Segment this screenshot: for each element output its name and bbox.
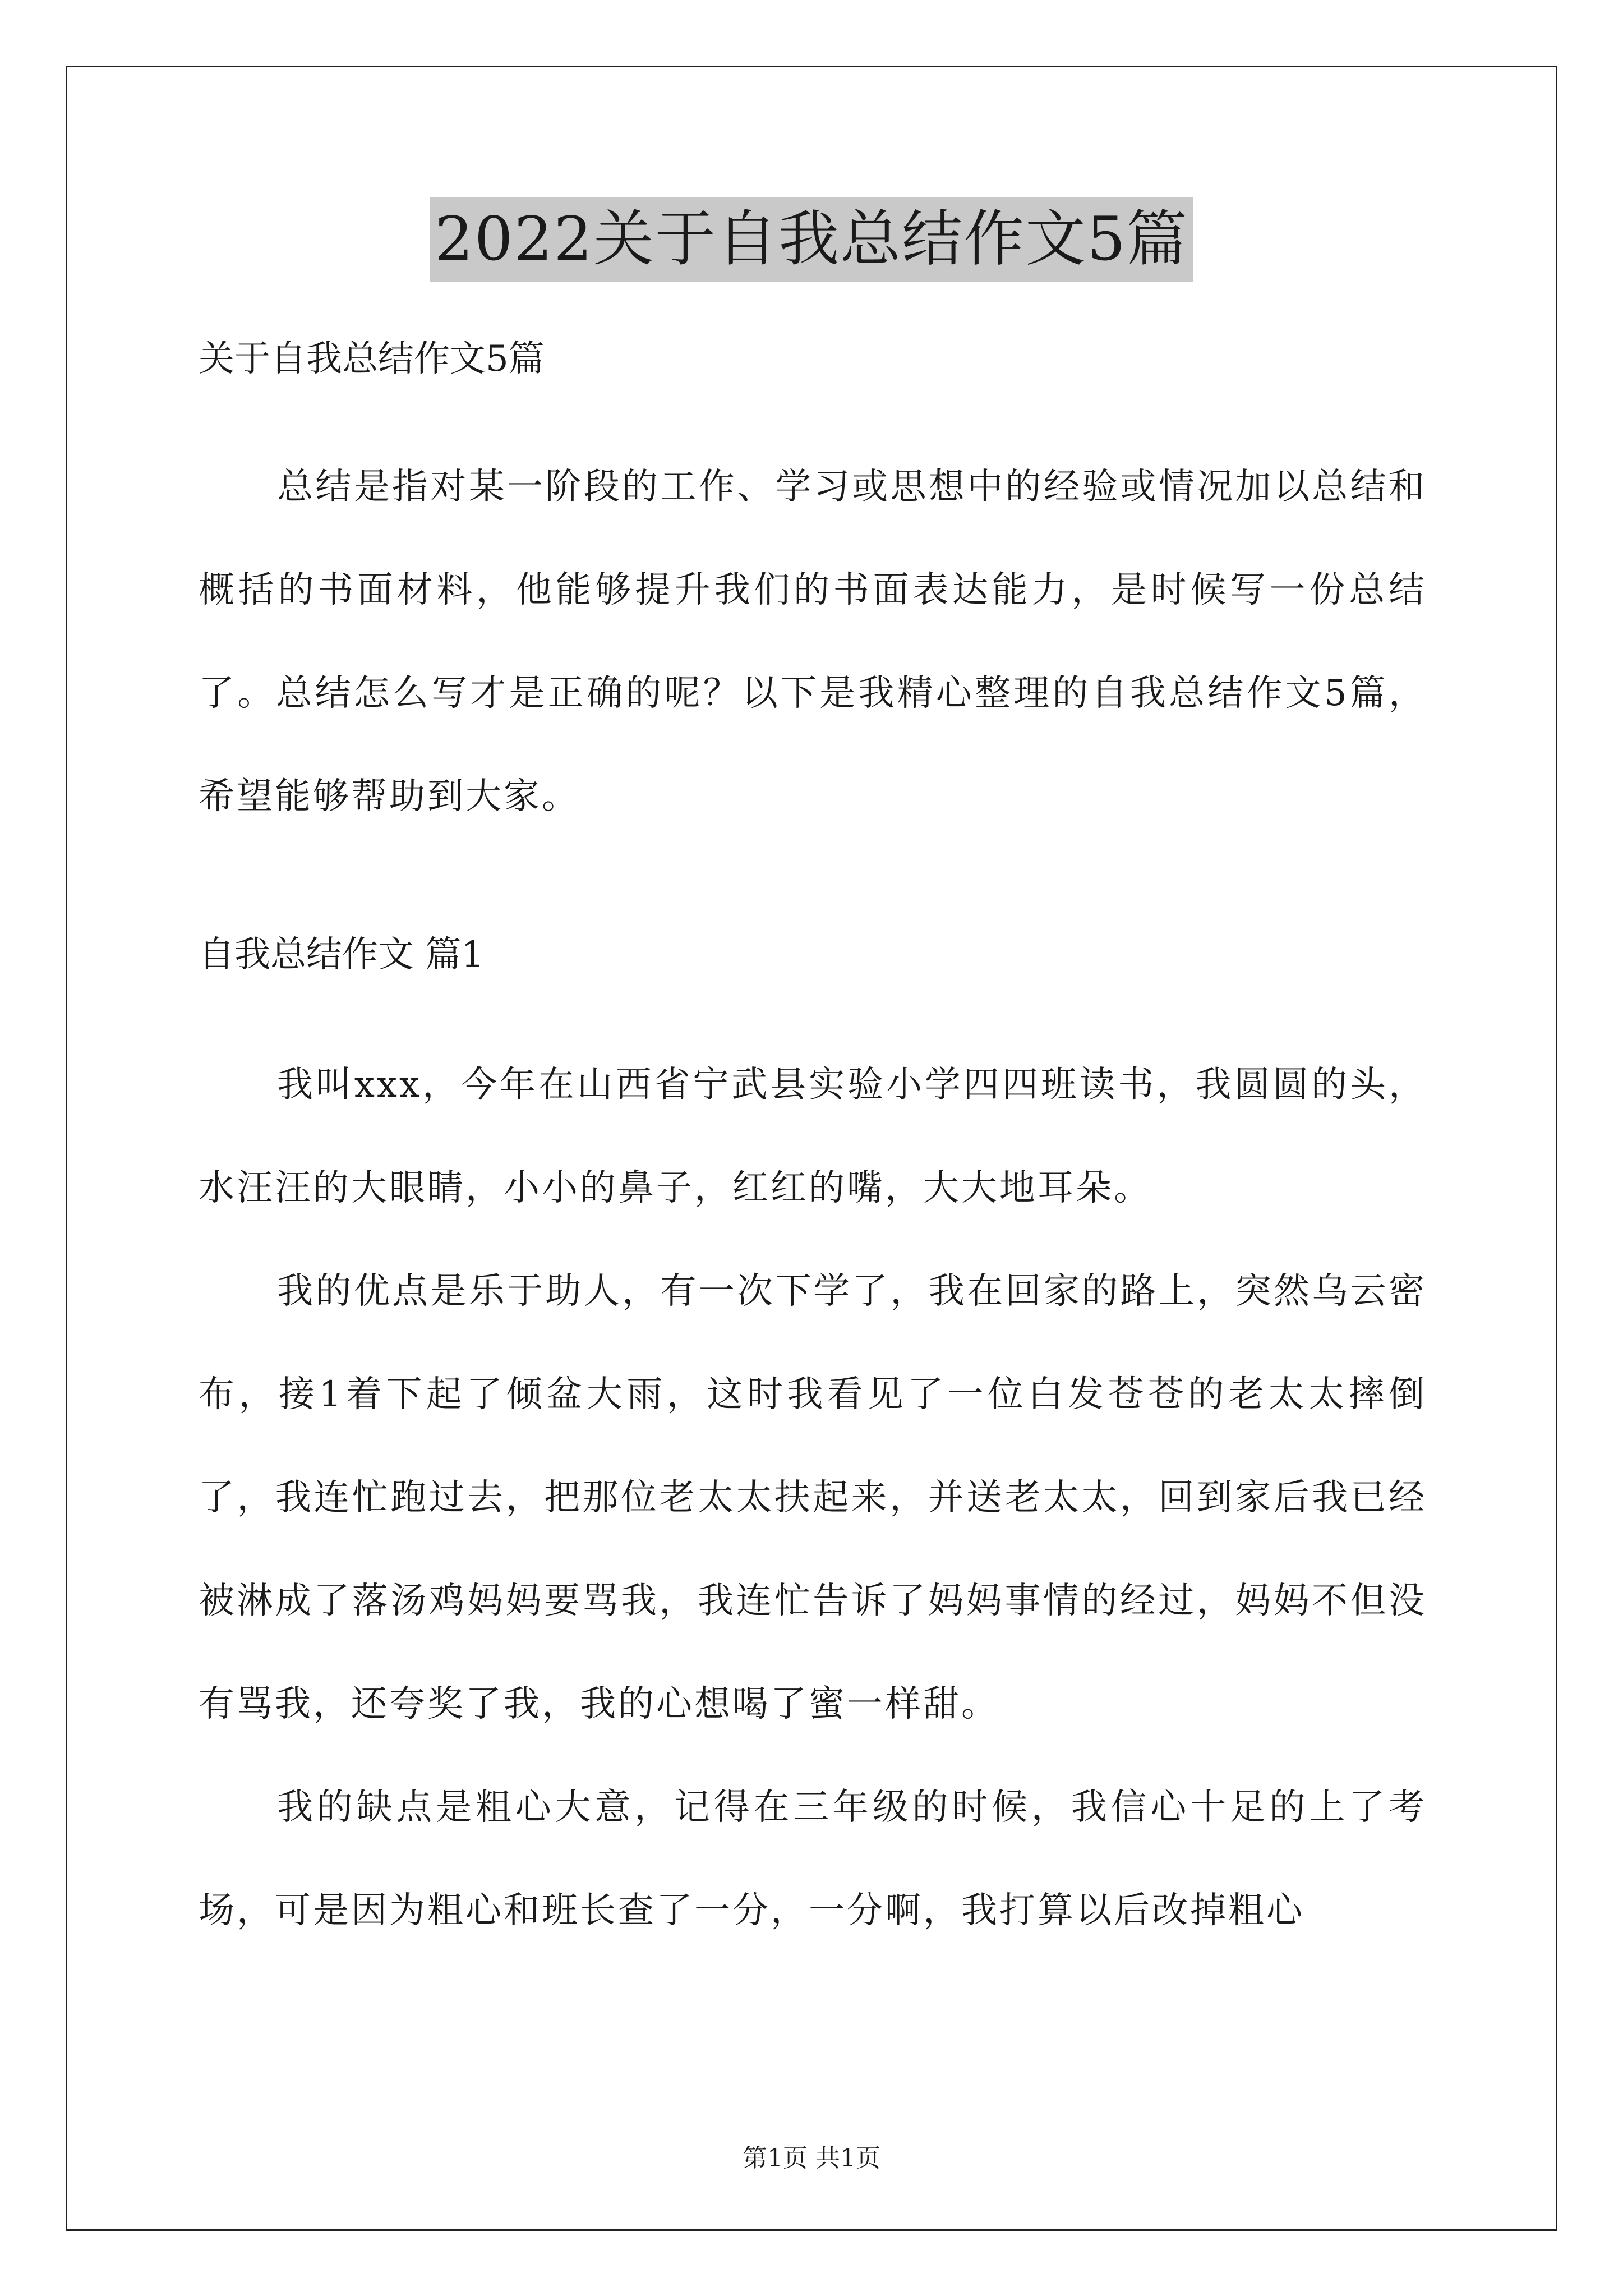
section-title: 自我总结作文 篇1 bbox=[199, 934, 485, 976]
body-paragraph-2: 我的优点是乐于助人，有一次下学了，我在回家的路上，突然乌云密布，接1着下起了倾盆大雨，这时我看见了一位白发苍苍的老太太摔倒了，我连忙跑过去，把那位老太太扶起来，并送老太太，回到家后我已经被淋成了落汤鸡妈妈要骂我，我连忙告诉了妈妈事情的经过，妈妈不但没有骂我，还夸奖了我，我的心想喝了蜜一样甜。 bbox=[199, 1271, 1427, 1725]
document-body bbox=[199, 325, 1427, 1962]
page-footer: 第1页 共1页 bbox=[743, 2144, 880, 2173]
body-paragraph-3: 我的缺点是粗心大意，记得在三年级的时候，我信心十足的上了考场，可是因为粗心和班长查了一分，一分啊，我打算以后改掉粗心 bbox=[199, 1787, 1427, 1931]
document-title-container bbox=[0, 197, 1623, 282]
document-subtitle: 关于自我总结作文5篇 bbox=[199, 338, 545, 380]
document-title: 2022关于自我总结作文5篇 bbox=[430, 197, 1193, 282]
intro-paragraph: 总结是指对某一阶段的工作、学习或思想中的经验或情况加以总结和概括的书面材料，他能够提升我们的书面表达能力，是时候写一份总结了。总结怎么写才是正确的呢？以下是我精心整理的自我总结作文5篇，希望能够帮助到大家。 bbox=[199, 466, 1427, 817]
body-paragraph-1: 我叫xxx，今年在山西省宁武县实验小学四四班读书，我圆圆的头，水汪汪的大眼睛，小小的鼻子，红红的嘴，大大地耳朵。 bbox=[199, 1064, 1427, 1209]
